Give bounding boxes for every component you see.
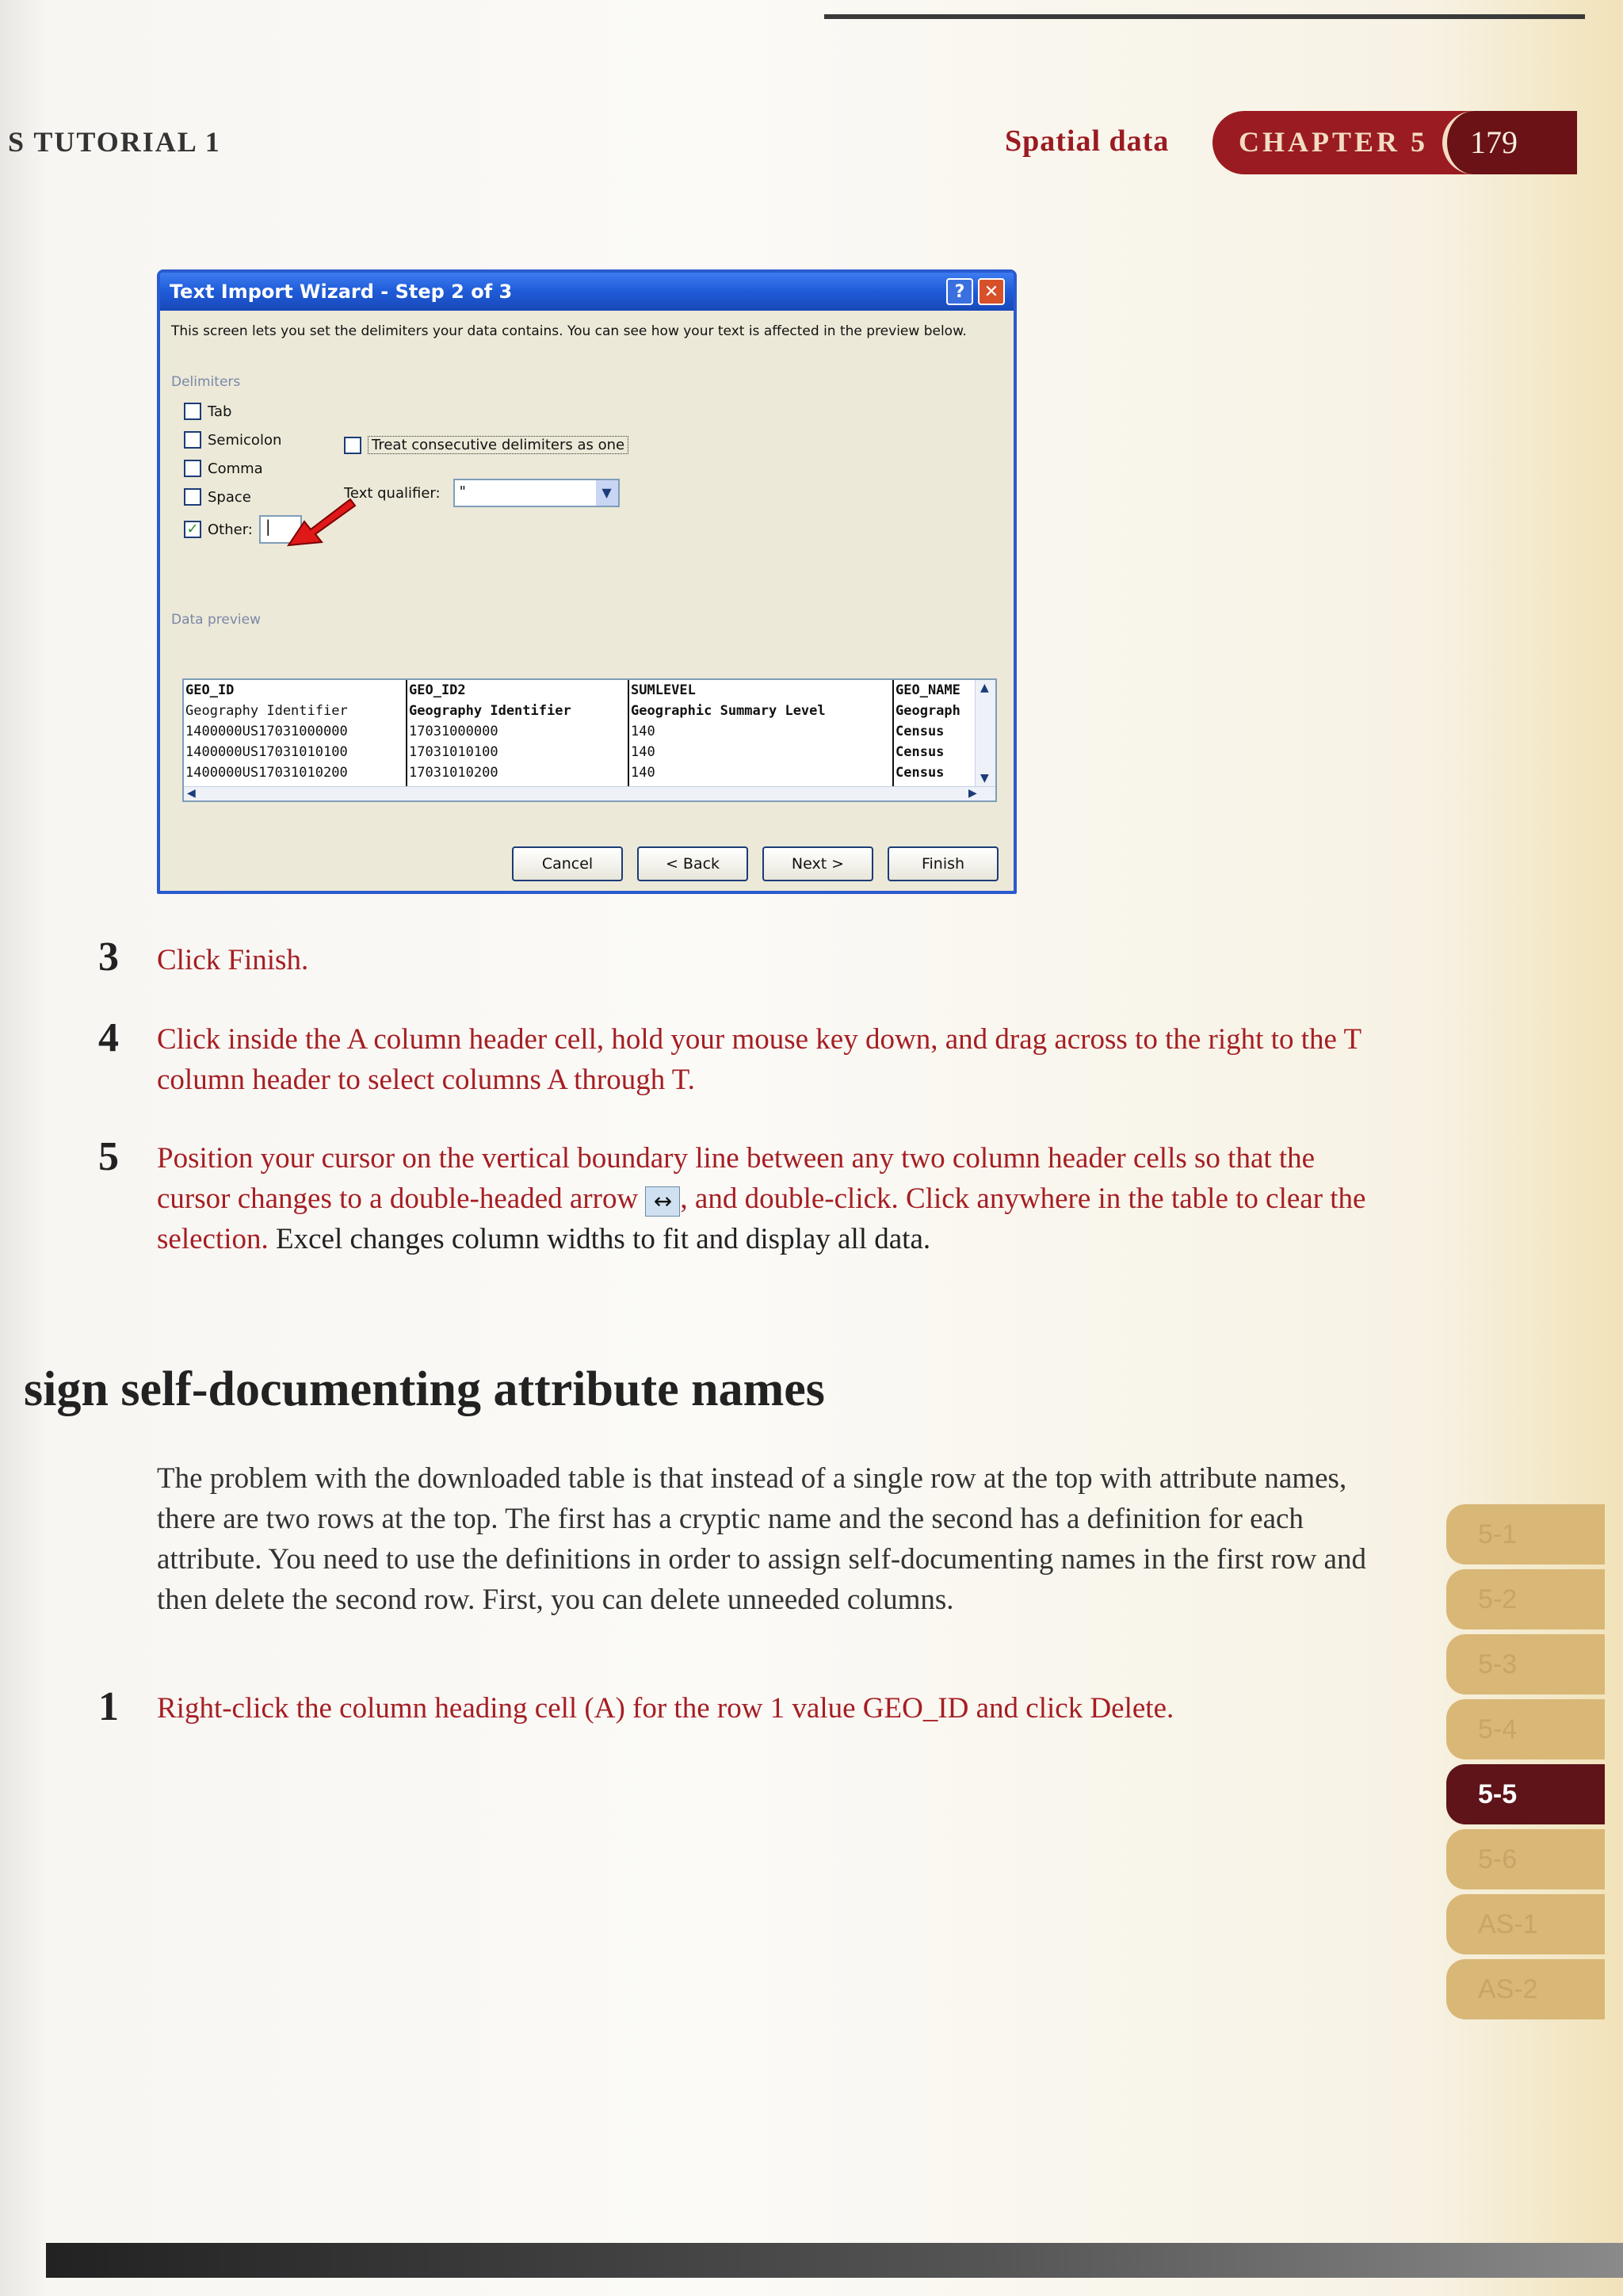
preview-cell: SUMLEVEL <box>631 682 696 698</box>
data-preview-label: Data preview <box>171 612 262 628</box>
delimiter-tab-label: Tab <box>208 403 232 420</box>
preview-cell: 140 <box>631 744 655 760</box>
side-tab-as-2[interactable]: AS-2 <box>1446 1959 1605 2019</box>
step-4-text: Click inside the A column header cell, hold your mouse key down, and drag across to the right to the T column header to select columns A through T. <box>157 1023 1361 1096</box>
preview-cell: 1400000US17031000000 <box>185 724 348 739</box>
page-number: 179 <box>1470 124 1518 160</box>
close-icon[interactable]: ✕ <box>978 278 1005 305</box>
delimiter-comma-label: Comma <box>208 460 263 477</box>
step-5-black-text: Excel changes column widths to fit and display all data. <box>268 1223 931 1255</box>
delimiter-tab[interactable] <box>184 403 231 420</box>
data-preview-grid <box>182 678 997 802</box>
preview-cell: GEO_ID2 <box>409 682 466 698</box>
help-icon[interactable]: ? <box>946 278 973 305</box>
preview-vertical-scrollbar[interactable] <box>975 680 995 789</box>
text-qualifier-select[interactable] <box>453 479 620 507</box>
running-header-left: S TUTORIAL 1 <box>8 126 221 158</box>
treat-consecutive-option[interactable] <box>344 436 628 454</box>
delimiter-semicolon[interactable] <box>184 431 281 449</box>
dialog-title: Text Import Wizard - Step 2 of 3 <box>170 281 513 303</box>
side-tab-5-5[interactable]: 5-5 <box>1446 1764 1605 1824</box>
body-paragraph: The problem with the downloaded table is that instead of a single row at the top with attribute names, there are two rows at the top. The first has a cryptic name and the second has a definition for each attribute. You need to use the definitions in order to assign self-documenting names in the first row and then delete the second row. First, you can delete unneeded columns. <box>157 1462 1366 1616</box>
checkbox-other[interactable]: ✓ <box>184 521 201 538</box>
preview-cell: GEO_ID <box>185 682 235 698</box>
chapter-label: CHAPTER 5 <box>1239 126 1429 158</box>
delimiter-space-label: Space <box>208 488 251 506</box>
treat-consecutive-label: Treat consecutive delimiters as one <box>368 436 628 454</box>
step-5-text <box>157 1138 1377 1259</box>
other-delimiter-input[interactable]: | <box>259 515 302 544</box>
preview-column-geo-name <box>892 680 975 789</box>
back-button[interactable]: < Back <box>637 846 748 881</box>
preview-cell: 1400000US17031010100 <box>185 744 348 760</box>
finish-button[interactable]: Finish <box>888 846 999 881</box>
side-tab-5-2[interactable]: 5-2 <box>1446 1569 1605 1629</box>
preview-cell: Census <box>896 744 945 760</box>
preview-cell: Geographic Summary Level <box>631 703 826 719</box>
text-qualifier-value: " <box>459 483 466 500</box>
delimiter-comma[interactable] <box>184 460 263 477</box>
text-qualifier-row <box>344 479 620 507</box>
page-top-edge <box>824 14 1585 19</box>
text-import-wizard-dialog <box>157 269 1017 894</box>
side-tab-5-3[interactable]: 5-3 <box>1446 1634 1605 1694</box>
next-button[interactable]: Next > <box>762 846 873 881</box>
preview-horizontal-scrollbar[interactable] <box>184 786 995 800</box>
step-number: 3 <box>98 934 119 980</box>
checkbox-comma[interactable] <box>184 460 201 477</box>
page-bottom-edge <box>46 2243 1623 2278</box>
side-tab-as-1[interactable]: AS-1 <box>1446 1894 1605 1954</box>
side-tab-5-4[interactable]: 5-4 <box>1446 1699 1605 1759</box>
step-number: 1 <box>98 1684 119 1729</box>
preview-cell: 17031010200 <box>409 765 498 781</box>
preview-cell: Geography Identifier <box>185 703 348 719</box>
scroll-left-icon[interactable]: ◀ <box>187 787 196 800</box>
double-headed-arrow-icon: ↔ <box>645 1186 680 1217</box>
preview-cell: Census <box>896 724 945 739</box>
preview-cell: Geography Identifier <box>409 703 571 719</box>
preview-cell: 17031000000 <box>409 724 498 739</box>
step-5-red-text-1: Position your cursor on the vertical boundary line between any two column header cells so that the cursor changes to a double-headed arrow <box>157 1142 1316 1215</box>
delimiter-other[interactable] <box>184 515 302 544</box>
preview-cell: 17031010100 <box>409 744 498 760</box>
scroll-up-icon[interactable]: ▲ <box>980 682 989 694</box>
side-tab-5-6[interactable]: 5-6 <box>1446 1829 1605 1889</box>
step-3-text: Click Finish. <box>157 944 309 976</box>
running-header-section: Spatial data <box>1005 124 1170 158</box>
text-qualifier-label: Text qualifier: <box>344 484 441 502</box>
step-number: 5 <box>98 1134 119 1179</box>
preview-column-geo-id <box>184 680 406 789</box>
checkbox-semicolon[interactable] <box>184 431 201 449</box>
preview-cell: 140 <box>631 724 655 739</box>
checkbox-treat-consecutive[interactable] <box>344 437 361 454</box>
checkbox-tab[interactable] <box>184 403 201 420</box>
chevron-down-icon[interactable]: ▼ <box>596 480 618 506</box>
preview-cell: 1400000US17031010200 <box>185 765 348 781</box>
step-5-red-text-2: , and double-click. Click anywhere in the table to clear the selection. <box>157 1182 1366 1255</box>
step-1-text: Right-click the column heading cell (A) for the row 1 value GEO_ID and click Delete. <box>157 1692 1174 1725</box>
checkbox-space[interactable] <box>184 488 201 506</box>
preview-column-sumlevel <box>628 680 892 789</box>
cancel-button[interactable]: Cancel <box>512 846 623 881</box>
dialog-description: This screen lets you set the delimiters your data contains. You can see how your text is affected in the preview below. <box>171 323 967 339</box>
delimiter-other-label: Other: <box>208 521 253 538</box>
section-heading: sign self-documenting attribute names <box>24 1362 825 1416</box>
delimiter-space[interactable] <box>184 488 251 506</box>
preview-cell: 140 <box>631 765 655 781</box>
delimiter-semicolon-label: Semicolon <box>208 431 282 449</box>
scroll-right-icon[interactable]: ▶ <box>968 787 977 800</box>
dialog-titlebar <box>160 273 1014 311</box>
preview-cell: GEO_NAME <box>896 682 960 698</box>
step-number: 4 <box>98 1015 119 1060</box>
side-tab-5-1[interactable]: 5-1 <box>1446 1504 1605 1564</box>
preview-cell: Geograph <box>896 703 960 719</box>
delimiters-group-label: Delimiters <box>171 374 241 390</box>
scroll-down-icon[interactable]: ▼ <box>980 772 989 785</box>
preview-cell: Census <box>896 765 945 781</box>
preview-column-geo-id2 <box>406 680 628 789</box>
